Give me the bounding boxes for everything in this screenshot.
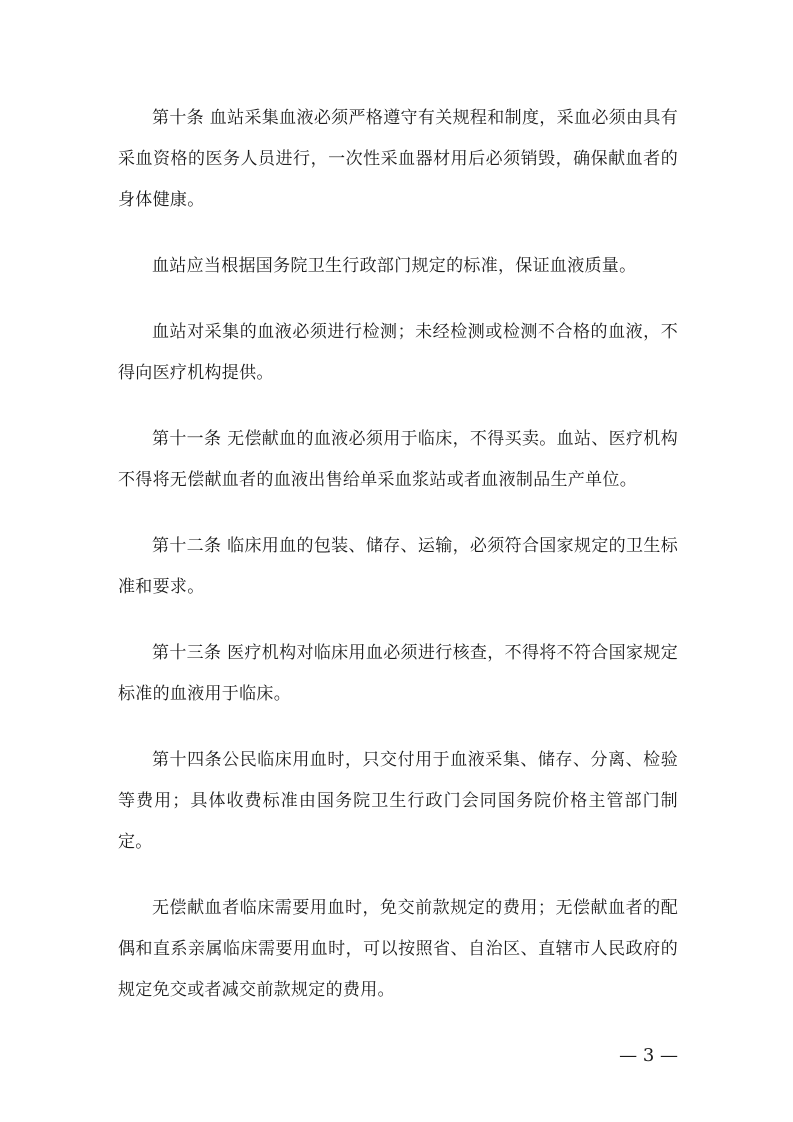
paragraph-fee-exemption: 无偿献血者临床需要用血时，免交前款规定的费用；无偿献血者的配偶和直系亲属临床需要用血时，可以按照省、自治区、直辖市人民政府的规定免交或者减交前款规定的费用。 [118, 898, 678, 1000]
paragraph-article-12: 第十二条 临床用血的包装、储存、运输，必须符合国家规定的卫生标准和要求。 [118, 536, 678, 597]
paragraph-article-13: 第十三条 医疗机构对临床用血必须进行核查，不得将不符合国家规定标准的血液用于临床。 [118, 643, 678, 704]
paragraph-article-11: 第十一条 无偿献血的血液必须用于临床，不得买卖。血站、医疗机构不得将无偿献血者的血液出售给单采血浆站或者血液制品生产单位。 [118, 429, 678, 490]
document-body [118, 98, 678, 1036]
page-number: — 3 — [619, 1045, 678, 1066]
paragraph-article-10: 第十条 血站采集血液必须严格遵守有关规程和制度，采血必须由具有采血资格的医务人员进行，一次性采血器材用后必须销毁，确保献血者的身体健康。 [118, 108, 678, 210]
paragraph-article-14: 第十四条公民临床用血时，只交付用于血液采集、储存、分离、检验等费用；具体收费标准由国务院卫生行政门会同国务院价格主管部门制定。 [118, 750, 678, 852]
paragraph-blood-testing: 血站对采集的血液必须进行检测；未经检测或检测不合格的血液，不得向医疗机构提供。 [118, 322, 678, 383]
paragraph-blood-quality: 血站应当根据国务院卫生行政部门规定的标准，保证血液质量。 [152, 256, 637, 276]
